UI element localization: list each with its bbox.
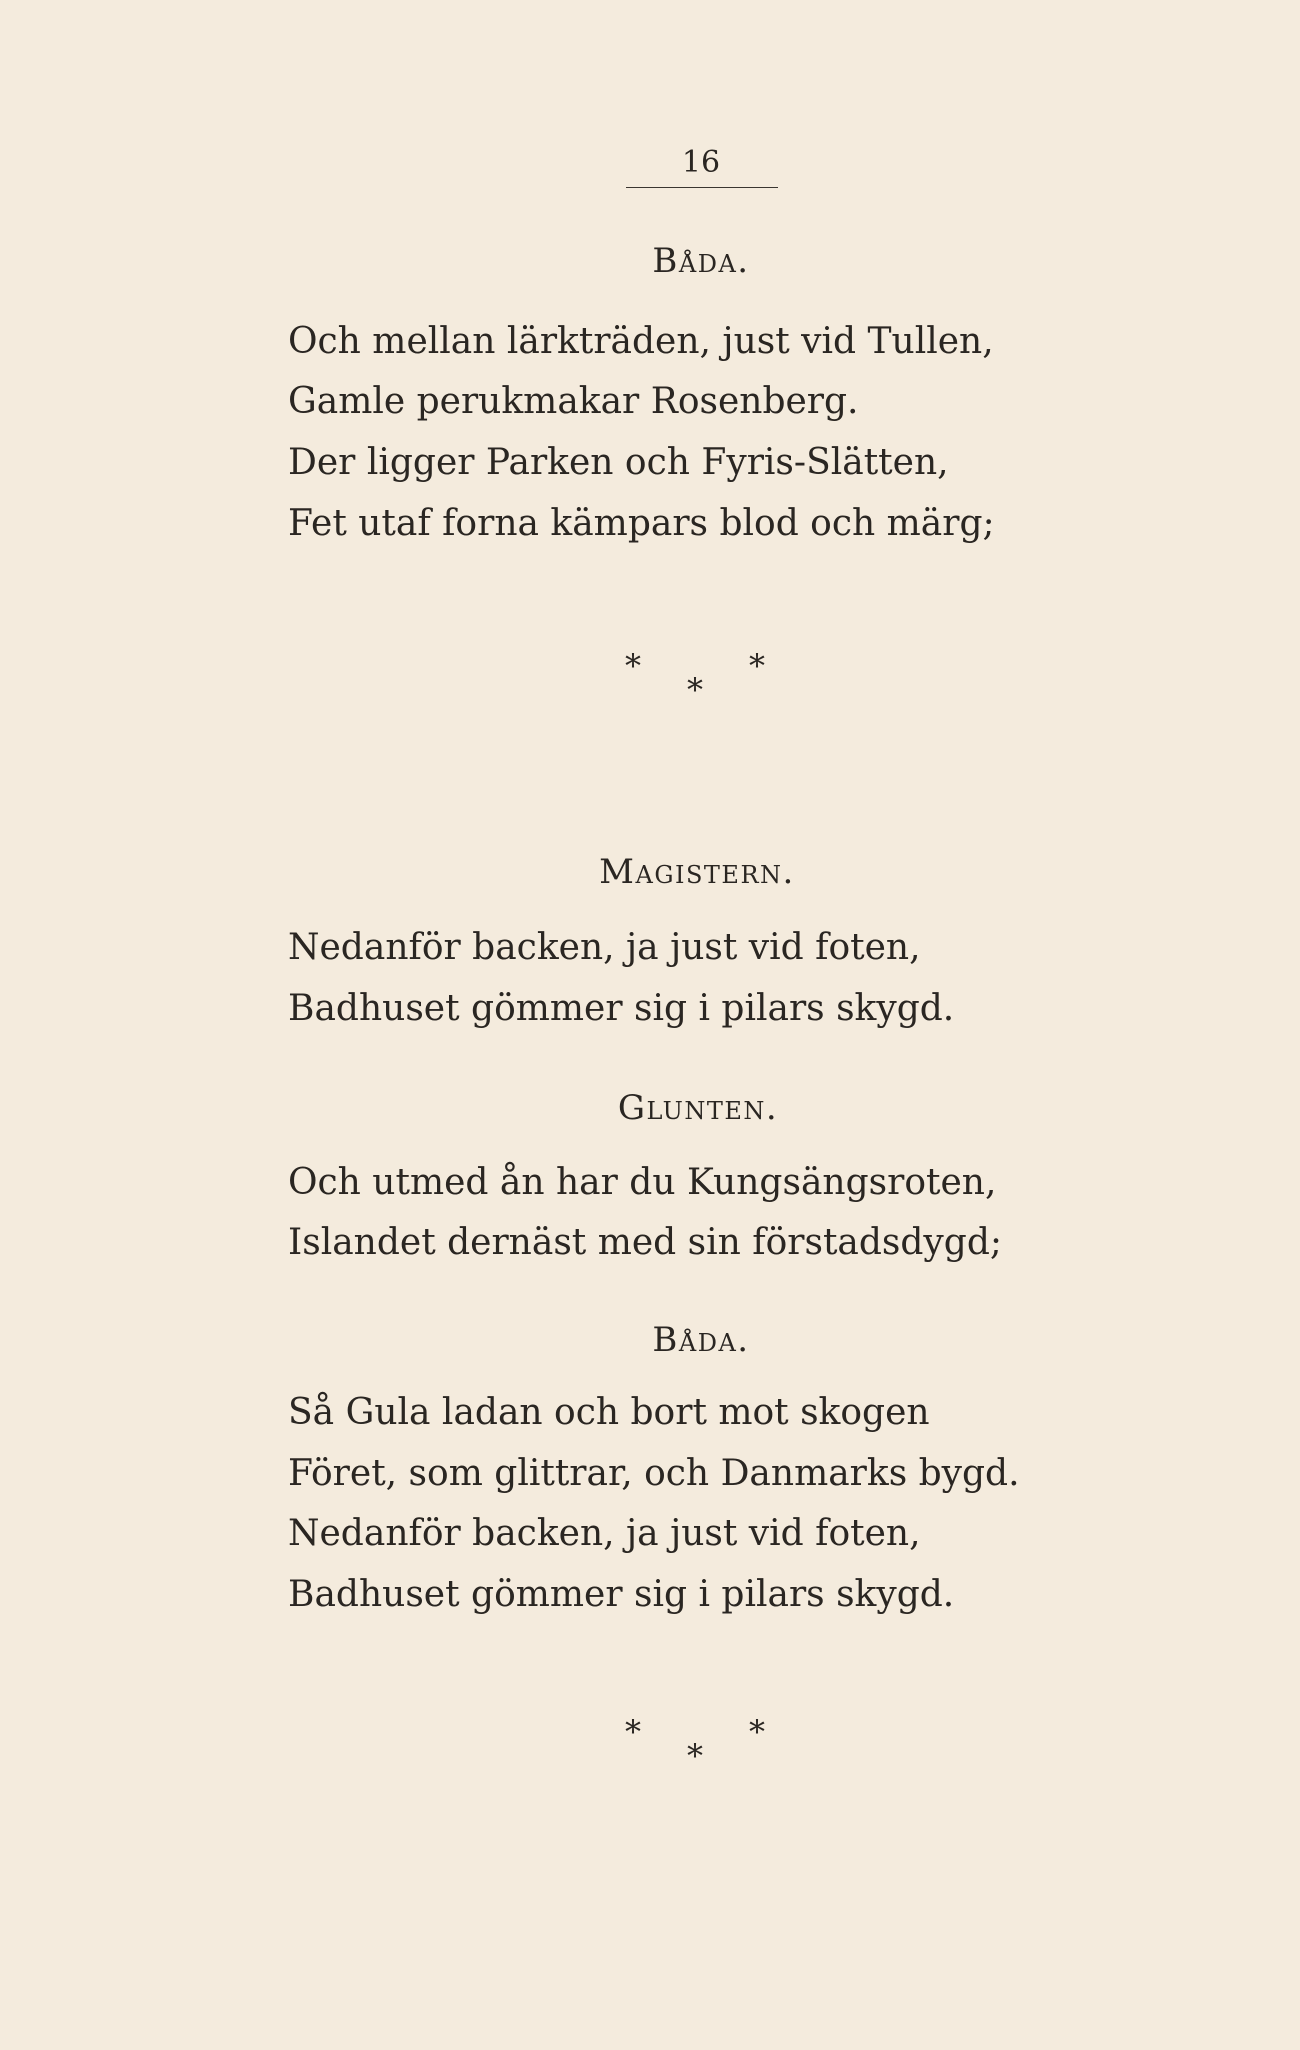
verse-line: Nedanför backen, ja just vid foten, — [288, 1513, 921, 1554]
verse-line: Der ligger Parken och Fyris-Slätten, — [288, 442, 949, 483]
verse-line: Föret, som glittrar, och Danmarks bygd. — [288, 1453, 1020, 1494]
speaker-heading: Båda. — [652, 241, 750, 281]
verse-line: Fet utaf forna kämpars blod och märg; — [288, 503, 995, 544]
verse-line: Och utmed ån har du Kungsängsroten, — [288, 1162, 997, 1203]
asterisk-mark: * — [749, 647, 765, 685]
verse-line: Gamle perukmakar Rosenberg. — [288, 381, 859, 422]
verse-line: Så Gula ladan och bort mot skogen — [288, 1392, 930, 1433]
speaker-heading: Glunten. — [617, 1088, 779, 1128]
asterisk-mark: * — [687, 1737, 703, 1775]
speaker-heading: Magistern. — [599, 852, 795, 892]
verse-line: Och mellan lärkträden, just vid Tullen, — [288, 321, 994, 362]
page-number: 16 — [681, 145, 721, 180]
asterisk-mark: * — [749, 1713, 765, 1751]
verse-line: Nedanför backen, ja just vid foten, — [288, 927, 921, 968]
verse-line: Badhuset gömmer sig i pilars skygd. — [288, 988, 955, 1029]
verse-line: Badhuset gömmer sig i pilars skygd. — [288, 1574, 955, 1615]
header-rule — [626, 187, 778, 188]
asterisk-mark: * — [625, 1713, 641, 1751]
asterisk-mark: * — [625, 647, 641, 685]
asterisk-mark: * — [687, 671, 703, 709]
speaker-heading: Båda. — [652, 1320, 750, 1360]
verse-line: Islandet dernäst med sin förstadsdygd; — [288, 1222, 1002, 1263]
